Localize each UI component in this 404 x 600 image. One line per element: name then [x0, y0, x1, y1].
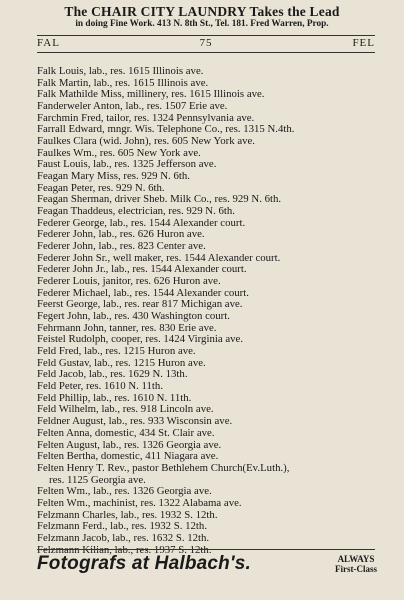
directory-entry: Feld Peter, res. 1610 N. 11th. [37, 381, 164, 393]
directory-entry: Faust Louis, lab., res. 1325 Jefferson ave. [37, 159, 217, 171]
laundry-ad-headline: The CHAIR CITY LAUNDRY Takes the Lead [64, 4, 340, 19]
directory-entry: Federer John Jr., lab., res. 1544 Alexander court. [37, 264, 247, 276]
directory-entry: Faulkes Wm., res. 605 New York ave. [37, 147, 201, 159]
photography-advertisement [37, 552, 377, 578]
header-first-name-range: FAL [37, 37, 60, 49]
directory-entry: Feldner August, lab., res. 933 Wisconsin ave. [37, 416, 233, 428]
directory-entry: Felzmann Charles, lab., res. 1932 S. 12th. [37, 509, 218, 521]
directory-entry: Felten Anna, domestic, 434 St. Clair ave. [37, 427, 215, 439]
directory-entries [37, 66, 377, 556]
header-last-name-range: FEL [352, 37, 375, 49]
directory-entry: Felten Henry T. Rev., pastor Bethlehem Church(Ev.Luth.), [37, 462, 290, 474]
laundry-ad-subline: in doing Fine Work. 413 N. 8th St., Tel. 181. Fred Warren, Prop. [75, 19, 329, 29]
footer-rule [37, 549, 375, 550]
directory-entry: Felten Wm., machinist, res. 1322 Alabama ave. [37, 497, 242, 509]
directory-entry-continuation: res. 1125 Georgia ave. [49, 474, 146, 486]
directory-entry: Falk Martin, lab., res. 1615 Illinois ave. [37, 77, 209, 89]
photography-ad-tagline [335, 554, 377, 574]
directory-entry: Faulkes Clara (wid. John), res. 605 New York ave. [37, 136, 256, 148]
directory-entry: Farchmin Fred, tailor, res. 1324 Pennsylvania ave. [37, 112, 255, 124]
directory-entry: Feagan Thaddeus, electrician, res. 929 N. 6th. [37, 206, 235, 218]
directory-entry: Fehrmann John, tanner, res. 830 Erie ave. [37, 322, 217, 334]
directory-entry: Falk Mathilde Miss, millinery, res. 1615 Illinois ave. [37, 89, 265, 101]
directory-entry: Federer John, lab., res. 626 Huron ave. [37, 229, 205, 241]
directory-entry: Feld Gustav, lab., res. 1215 Huron ave. [37, 357, 206, 369]
directory-entry: Fanderweler Anton, lab., res. 1507 Erie ave. [37, 101, 228, 113]
directory-entry: Feagan Sherman, driver Sheb. Milk Co., res. 929 N. 6th. [37, 194, 282, 206]
directory-entry: Felzmann Ferd., lab., res. 1932 S. 12th. [37, 521, 208, 533]
directory-entry: Feld Wilhelm, lab., res. 918 Lincoln ave. [37, 404, 214, 416]
directory-entry: Feistel Rudolph, cooper, res. 1424 Virginia ave. [37, 334, 244, 346]
directory-entry: Felten Bertha, domestic, 411 Niagara ave. [37, 451, 219, 463]
directory-entry: Federer Louis, janitor, res. 626 Huron ave. [37, 276, 221, 288]
directory-entry: Federer Michael, lab., res. 1544 Alexander court. [37, 287, 249, 299]
photography-ad-headline: Fotografs at Halbach's. [37, 553, 251, 574]
header-bottom-rule [37, 52, 375, 53]
directory-entry: Feld Jacob, lab., res. 1629 N. 13th. [37, 369, 188, 381]
directory-entry: Feld Phillip, lab., res. 1610 N. 11th. [37, 392, 192, 404]
directory-entry: Felten Wm., lab., res. 1326 Georgia ave. [37, 486, 212, 498]
laundry-advertisement [0, 4, 404, 30]
directory-entry: Falk Louis, lab., res. 1615 Illinois ave. [37, 66, 204, 77]
directory-entry: Felten August, lab., res. 1326 Georgia ave. [37, 439, 222, 451]
directory-entry: Felzmann Jacob, lab., res. 1632 S. 12th. [37, 532, 210, 544]
directory-entry: Feagan Mary Miss, res. 929 N. 6th. [37, 171, 190, 183]
directory-entry: Fegert John, lab., res. 430 Washington court. [37, 311, 230, 323]
directory-entry: Feagan Peter, res. 929 N. 6th. [37, 182, 165, 194]
page-number: 75 [199, 37, 213, 49]
photography-ad-tagline-line1: ALWAYS [337, 554, 375, 564]
running-header [37, 37, 375, 50]
directory-entry: Federer John Sr., well maker, res. 1544 Alexander court. [37, 252, 281, 264]
directory-entry: Farrall Edward, mngr. Wis. Telephone Co., res. 1315 N.4th. [37, 124, 295, 136]
directory-entry: Federer George, lab., res. 1544 Alexander court. [37, 217, 246, 229]
photography-ad-tagline-line2: First-Class [335, 564, 377, 574]
directory-entry: Federer John, lab., res. 823 Center ave. [37, 241, 206, 253]
directory-entry: Felzmann Kilian, lab., res. 1937 S. 12th. [37, 544, 212, 556]
directory-entry: Feld Fred, lab., res. 1215 Huron ave. [37, 346, 196, 358]
directory-entry: Feerst George, lab., res. rear 817 Michigan ave. [37, 299, 243, 311]
header-top-rule [37, 35, 375, 36]
